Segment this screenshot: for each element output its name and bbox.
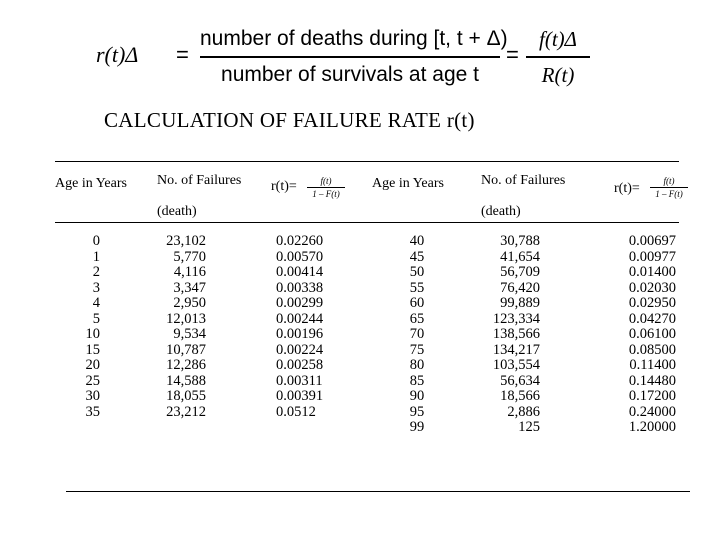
left-failures-cell: 5,770 bbox=[173, 248, 206, 265]
left-age-cell: 4 bbox=[92, 295, 100, 311]
right-failures-cell: 30,788 bbox=[500, 233, 540, 249]
right-failures-cell: 103,554 bbox=[492, 357, 540, 373]
right-failures-cell: 125 bbox=[518, 419, 540, 435]
left-rate-cell: 0.00244 bbox=[276, 310, 324, 327]
right-failures-cell: 41,654 bbox=[500, 248, 540, 265]
left-rate-cell: 0.00414 bbox=[276, 264, 324, 280]
header-age-right: Age in Years bbox=[372, 176, 444, 191]
right-rate-cell: 0.24000 bbox=[628, 403, 676, 420]
left-age-cell: 15 bbox=[85, 341, 100, 358]
table-header-rule bbox=[55, 222, 679, 223]
left-failures-column bbox=[140, 234, 206, 420]
right-failures-cell: 99,889 bbox=[500, 295, 540, 311]
header-rt-den-right: 1 – F(t) bbox=[655, 189, 683, 199]
left-rate-cell: 0.00311 bbox=[276, 372, 323, 389]
right-rate-cell: 0.06100 bbox=[628, 326, 676, 342]
table-bottom-rule bbox=[66, 491, 690, 492]
left-age-cell: 0 bbox=[92, 233, 100, 249]
left-failures-cell: 23,212 bbox=[166, 403, 206, 420]
right-failures-column bbox=[470, 234, 540, 436]
header-rt-num-left: f(t) bbox=[320, 176, 332, 186]
left-age-cell: 10 bbox=[85, 326, 100, 342]
left-rate-cell: 0.00391 bbox=[276, 388, 324, 404]
left-age-cell: 35 bbox=[85, 403, 100, 420]
table-top-rule bbox=[55, 161, 679, 162]
formula-rhs-fraction bbox=[526, 24, 590, 90]
left-failures-cell: 23,102 bbox=[166, 233, 206, 249]
right-rate-cell: 0.01400 bbox=[628, 264, 676, 280]
page-title: CALCULATION OF FAILURE RATE r(t) bbox=[104, 108, 475, 132]
header-death-left: (death) bbox=[157, 204, 197, 219]
right-rate-cell: 0.17200 bbox=[628, 388, 676, 404]
left-age-cell: 1 bbox=[92, 248, 100, 265]
left-age-column bbox=[70, 234, 100, 420]
right-age-cell: 75 bbox=[409, 341, 425, 358]
left-age-cell: 5 bbox=[92, 310, 100, 327]
left-failures-cell: 18,055 bbox=[166, 388, 206, 404]
left-rate-cell: 0.00258 bbox=[276, 357, 324, 373]
header-failures-right: No. of Failures bbox=[481, 173, 566, 188]
header-failures-left: No. of Failures bbox=[157, 173, 242, 188]
formula-rhs-denominator: R(t) bbox=[541, 62, 575, 87]
right-rate-cell: 0.04270 bbox=[628, 310, 676, 327]
left-failures-cell: 12,286 bbox=[166, 357, 206, 373]
right-age-cell: 90 bbox=[409, 388, 425, 404]
right-age-cell: 70 bbox=[409, 326, 425, 342]
formula-numerator: number of deaths during [t, t + Δ) bbox=[200, 27, 508, 50]
header-rt-den-left: 1 – F(t) bbox=[312, 189, 340, 199]
right-rate-cell: 0.02950 bbox=[628, 295, 676, 311]
right-age-cell: 45 bbox=[409, 248, 425, 265]
formula-equals-2: = bbox=[506, 42, 519, 67]
header-rt-bar-right bbox=[650, 187, 688, 188]
header-rt-right: r(t)= bbox=[614, 181, 640, 196]
left-rate-cell: 0.00196 bbox=[276, 326, 324, 342]
right-age-cell: 95 bbox=[409, 403, 425, 420]
right-rate-cell: 0.00697 bbox=[628, 233, 676, 249]
right-failures-cell: 134,217 bbox=[492, 341, 540, 358]
formula-denominator: number of survivals at age t bbox=[221, 62, 479, 86]
left-failures-cell: 3,347 bbox=[173, 279, 206, 296]
left-failures-cell: 9,534 bbox=[173, 326, 206, 342]
left-failures-cell: 10,787 bbox=[166, 341, 206, 358]
left-rate-column bbox=[276, 234, 346, 420]
left-failures-cell: 4,116 bbox=[173, 264, 206, 280]
header-rt-fraction-right bbox=[650, 176, 688, 199]
left-age-cell: 2 bbox=[92, 264, 100, 280]
right-age-cell: 55 bbox=[409, 279, 425, 296]
right-rate-cell: 0.00977 bbox=[628, 248, 676, 265]
right-rate-cell: 1.20000 bbox=[628, 419, 676, 435]
failure-rate-formula bbox=[96, 20, 616, 95]
right-failures-cell: 138,566 bbox=[492, 326, 540, 342]
right-age-cell: 80 bbox=[409, 357, 425, 373]
right-rate-cell: 0.02030 bbox=[628, 279, 676, 296]
formula-fraction bbox=[200, 24, 508, 90]
right-failures-cell: 18,566 bbox=[500, 388, 540, 404]
left-age-cell: 3 bbox=[92, 279, 100, 296]
left-failures-cell: 14,588 bbox=[166, 372, 206, 389]
header-rt-bar-left bbox=[307, 187, 345, 188]
right-age-cell: 99 bbox=[409, 419, 425, 435]
right-rate-column bbox=[610, 234, 676, 436]
right-rate-cell: 0.08500 bbox=[628, 341, 676, 358]
formula-lhs: r(t)Δ bbox=[96, 42, 139, 67]
right-rate-cell: 0.14480 bbox=[628, 372, 676, 389]
right-age-column bbox=[400, 234, 434, 436]
formula-equals-1: = bbox=[176, 42, 189, 67]
right-age-cell: 50 bbox=[409, 264, 425, 280]
formula-rhs-bar bbox=[526, 56, 590, 58]
right-failures-cell: 2,886 bbox=[507, 403, 540, 420]
right-age-cell: 40 bbox=[409, 233, 425, 249]
right-failures-cell: 123,334 bbox=[492, 310, 540, 327]
header-death-right: (death) bbox=[481, 204, 521, 219]
left-age-cell: 20 bbox=[85, 357, 100, 373]
right-failures-cell: 56,709 bbox=[500, 264, 540, 280]
left-failures-cell: 12,013 bbox=[166, 310, 206, 327]
right-failures-cell: 56,634 bbox=[500, 372, 540, 389]
right-age-cell: 65 bbox=[409, 310, 425, 327]
right-age-cell: 85 bbox=[409, 372, 425, 389]
formula-fraction-bar bbox=[200, 56, 500, 58]
left-age-cell: 25 bbox=[85, 372, 100, 389]
left-rate-cell: 0.02260 bbox=[276, 233, 324, 249]
right-rate-cell: 0.11400 bbox=[629, 357, 676, 373]
left-rate-cell: 0.00570 bbox=[276, 248, 324, 265]
left-age-cell: 30 bbox=[85, 388, 100, 404]
header-rt-num-right: f(t) bbox=[663, 176, 675, 186]
header-rt-fraction-left bbox=[307, 176, 345, 199]
right-age-cell: 60 bbox=[409, 295, 425, 311]
left-failures-cell: 2,950 bbox=[173, 295, 206, 311]
left-rate-cell: 0.00224 bbox=[276, 341, 324, 358]
right-failures-cell: 76,420 bbox=[500, 279, 540, 296]
left-rate-cell: 0.0512 bbox=[276, 403, 316, 420]
header-rt-left: r(t)= bbox=[271, 179, 297, 194]
header-age-left: Age in Years bbox=[55, 176, 127, 191]
formula-rhs-numerator: f(t)Δ bbox=[539, 27, 577, 51]
left-rate-cell: 0.00299 bbox=[276, 295, 324, 311]
left-rate-cell: 0.00338 bbox=[276, 279, 324, 296]
